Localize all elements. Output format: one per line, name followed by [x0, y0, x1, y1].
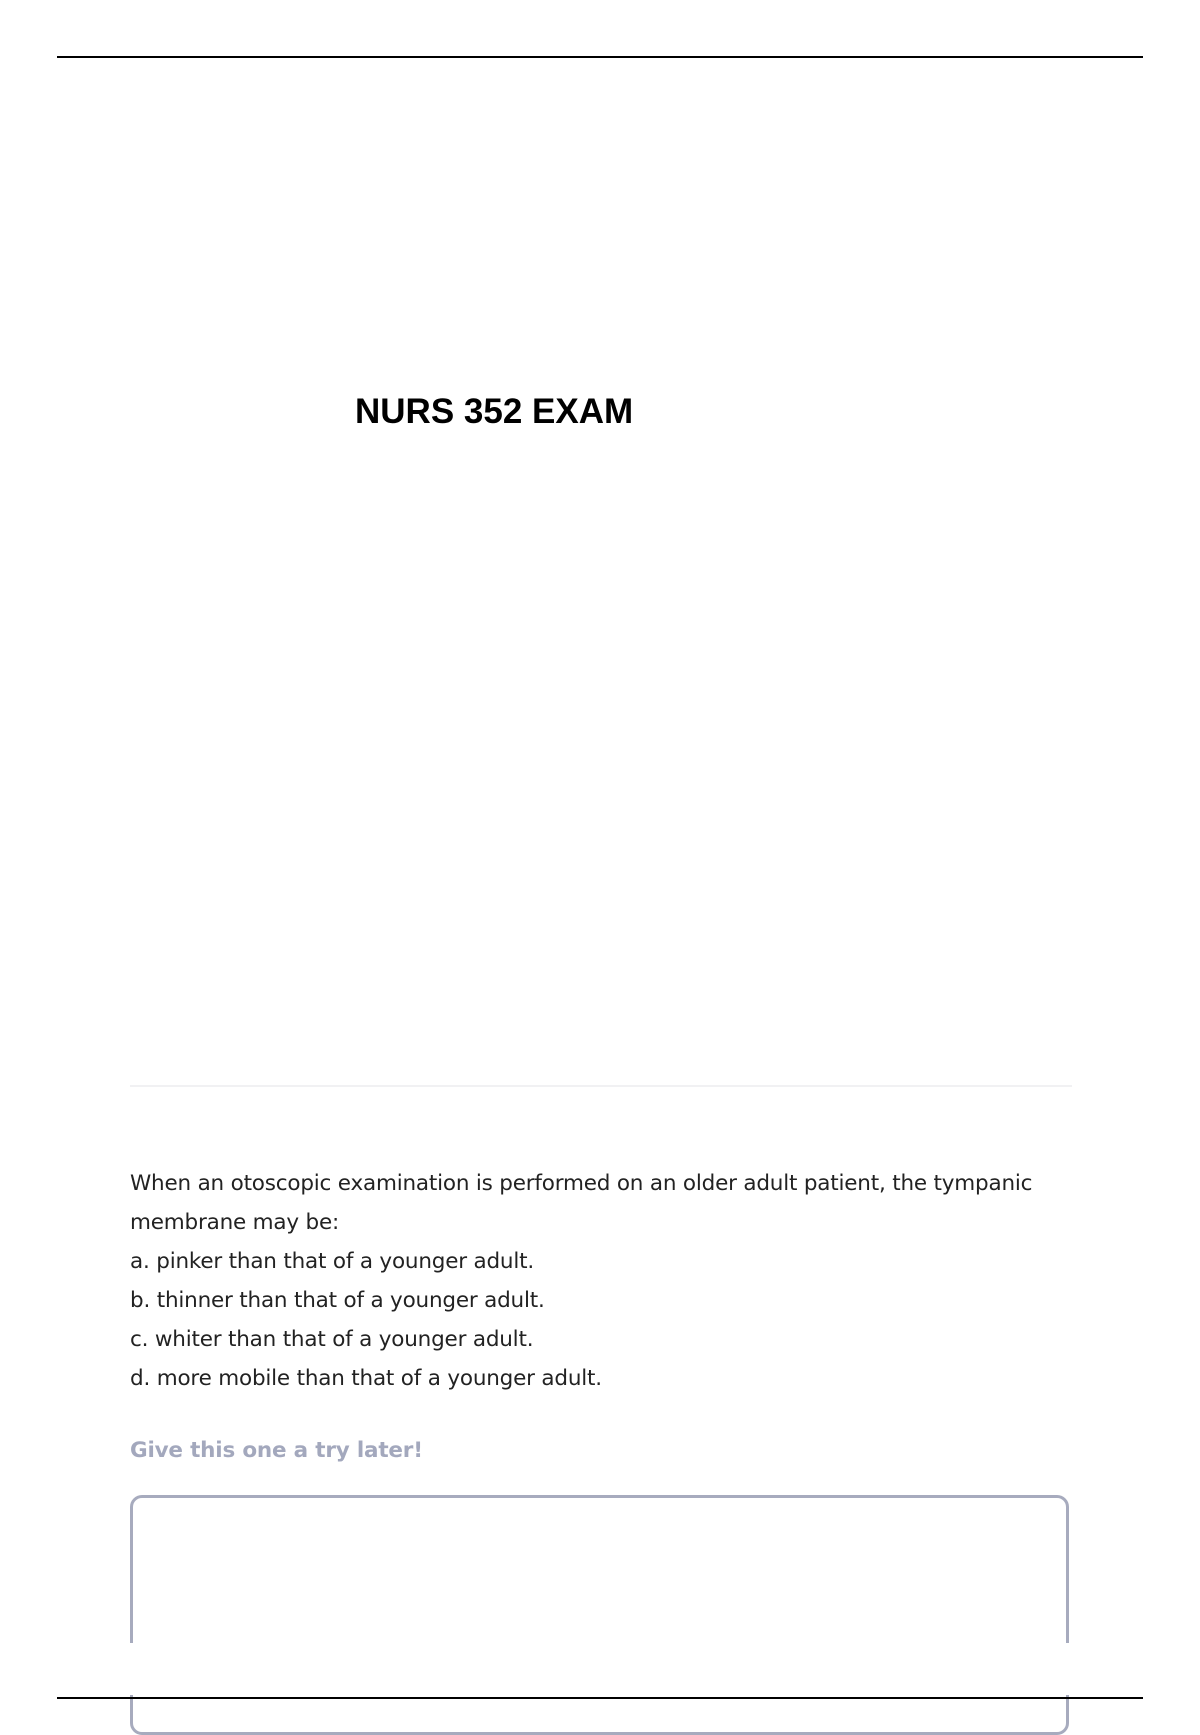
page-title: NURS 352 EXAM — [355, 392, 634, 431]
try-later-hint: Give this one a try later! — [130, 1438, 423, 1463]
bottom-rule — [57, 1697, 1143, 1699]
option-a: a. pinker than that of a younger adult. — [130, 1249, 534, 1274]
option-d: d. more mobile than that of a younger adult. — [130, 1366, 602, 1391]
section-divider — [130, 1085, 1072, 1087]
answer-options — [130, 1242, 1080, 1398]
option-c: c. whiter than that of a younger adult. — [130, 1327, 534, 1352]
answer-box[interactable] — [130, 1495, 1069, 1735]
question-text: When an otoscopic examination is performed on an older adult patient, the tympanic membrane may be: — [130, 1171, 1033, 1235]
page-bottom-margin — [0, 1643, 1200, 1695]
option-b: b. thinner than that of a younger adult. — [130, 1288, 545, 1313]
top-rule — [57, 56, 1143, 58]
